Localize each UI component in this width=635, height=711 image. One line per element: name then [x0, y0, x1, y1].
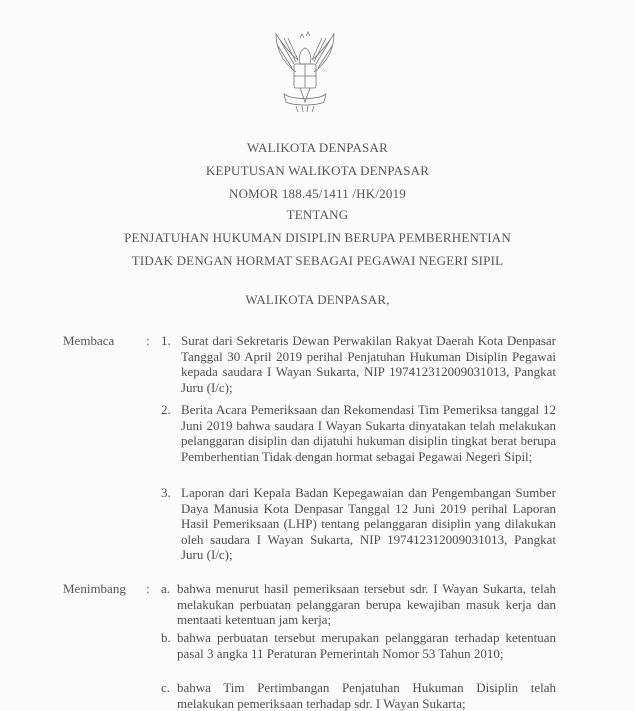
membaca-colon: : [146, 333, 150, 348]
item-letter: a. [161, 581, 171, 596]
subject-line-2: TIDAK DENGAN HORMAT SEBAGAI PEGAWAI NEGERI SIPIL [131, 253, 504, 268]
item-text: bahwa menurut hasil pemeriksaan tersebut sdr. I Wayan Sukarta, telah melakukan perbuatan pelanggaran berupa kewajiban masuk kerja dan mentaati ketentuan jam kerja; [177, 581, 556, 628]
menimbang-item-a [161, 581, 556, 628]
item-text: bahwa perbuatan tersebut merupakan pelanggaran terhadap ketentuan pasal 3 angka 11 Peraturan Pemerintah Nomor 53 Tahun 2010; [177, 630, 556, 661]
menimbang-label: Menimbang [63, 581, 126, 596]
item-letter: b. [161, 630, 171, 645]
item-number: 2. [161, 402, 171, 417]
decree-title: KEPUTUSAN WALIKOTA DENPASAR [205, 163, 430, 178]
membaca-item-2 [161, 402, 556, 464]
membaca-item-1 [161, 333, 556, 395]
about-heading: TENTANG [286, 207, 349, 222]
signatory-heading: WALIKOTA DENPASAR, [245, 292, 390, 307]
item-text: Berita Acara Pemeriksaan dan Rekomendasi Tim Pemeriksa tanggal 12 Juni 2019 bahwa saudara I Wayan Sukarta dinyatakan telah melakukan pelanggaran disiplin dan dijatuhi hukuman disiplin tingkat berat berupa Pemberhentian Tidak dengan hormat sebagai Pegawai Negeri Sipil; [181, 402, 556, 464]
membaca-item-3 [161, 485, 556, 563]
menimbang-item-c [161, 680, 556, 711]
subject-line-1: PENJATUHAN HUKUMAN DISIPLIN BERUPA PEMBERHENTIAN [124, 230, 511, 245]
membaca-label: Membaca [63, 333, 115, 348]
issuer-heading: WALIKOTA DENPASAR [247, 140, 388, 155]
item-letter: c. [161, 680, 171, 695]
menimbang-colon: : [146, 581, 150, 596]
item-text: Surat dari Sekretaris Dewan Perwakilan Rakyat Daerah Kota Denpasar Tanggal 30 April 2019 perihal Penjatuhan Hukuman Disiplin Pegawai kepada saudara I Wayan Sukarta, NIP 197412312009031013, Pangkat Juru (I/c); [181, 333, 556, 395]
decree-number: NOMOR 188.45/1411 /HK/2019 [229, 186, 406, 201]
garuda-emblem-icon [270, 30, 340, 115]
item-text: bahwa Tim Pertimbangan Penjatuhan Hukuman Disiplin telah melakukan pemeriksaan terhadap sdr. I Wayan Sukarta; [177, 680, 556, 711]
item-number: 3. [161, 485, 171, 500]
item-text: Laporan dari Kepala Badan Kepegawaian dan Pengembangan Sumber Daya Manusia Kota Denpasar Tanggal 12 Juni 2019 perihal Laporan Hasil Pemeriksaan (LHP) tentang pelanggaran disiplin yang dilakukan oleh saudara I Wayan Sukarta, NIP 197412312009031013, Pangkat Juru (I/c); [181, 485, 556, 563]
menimbang-item-b [161, 630, 556, 661]
item-number: 1. [161, 333, 171, 348]
